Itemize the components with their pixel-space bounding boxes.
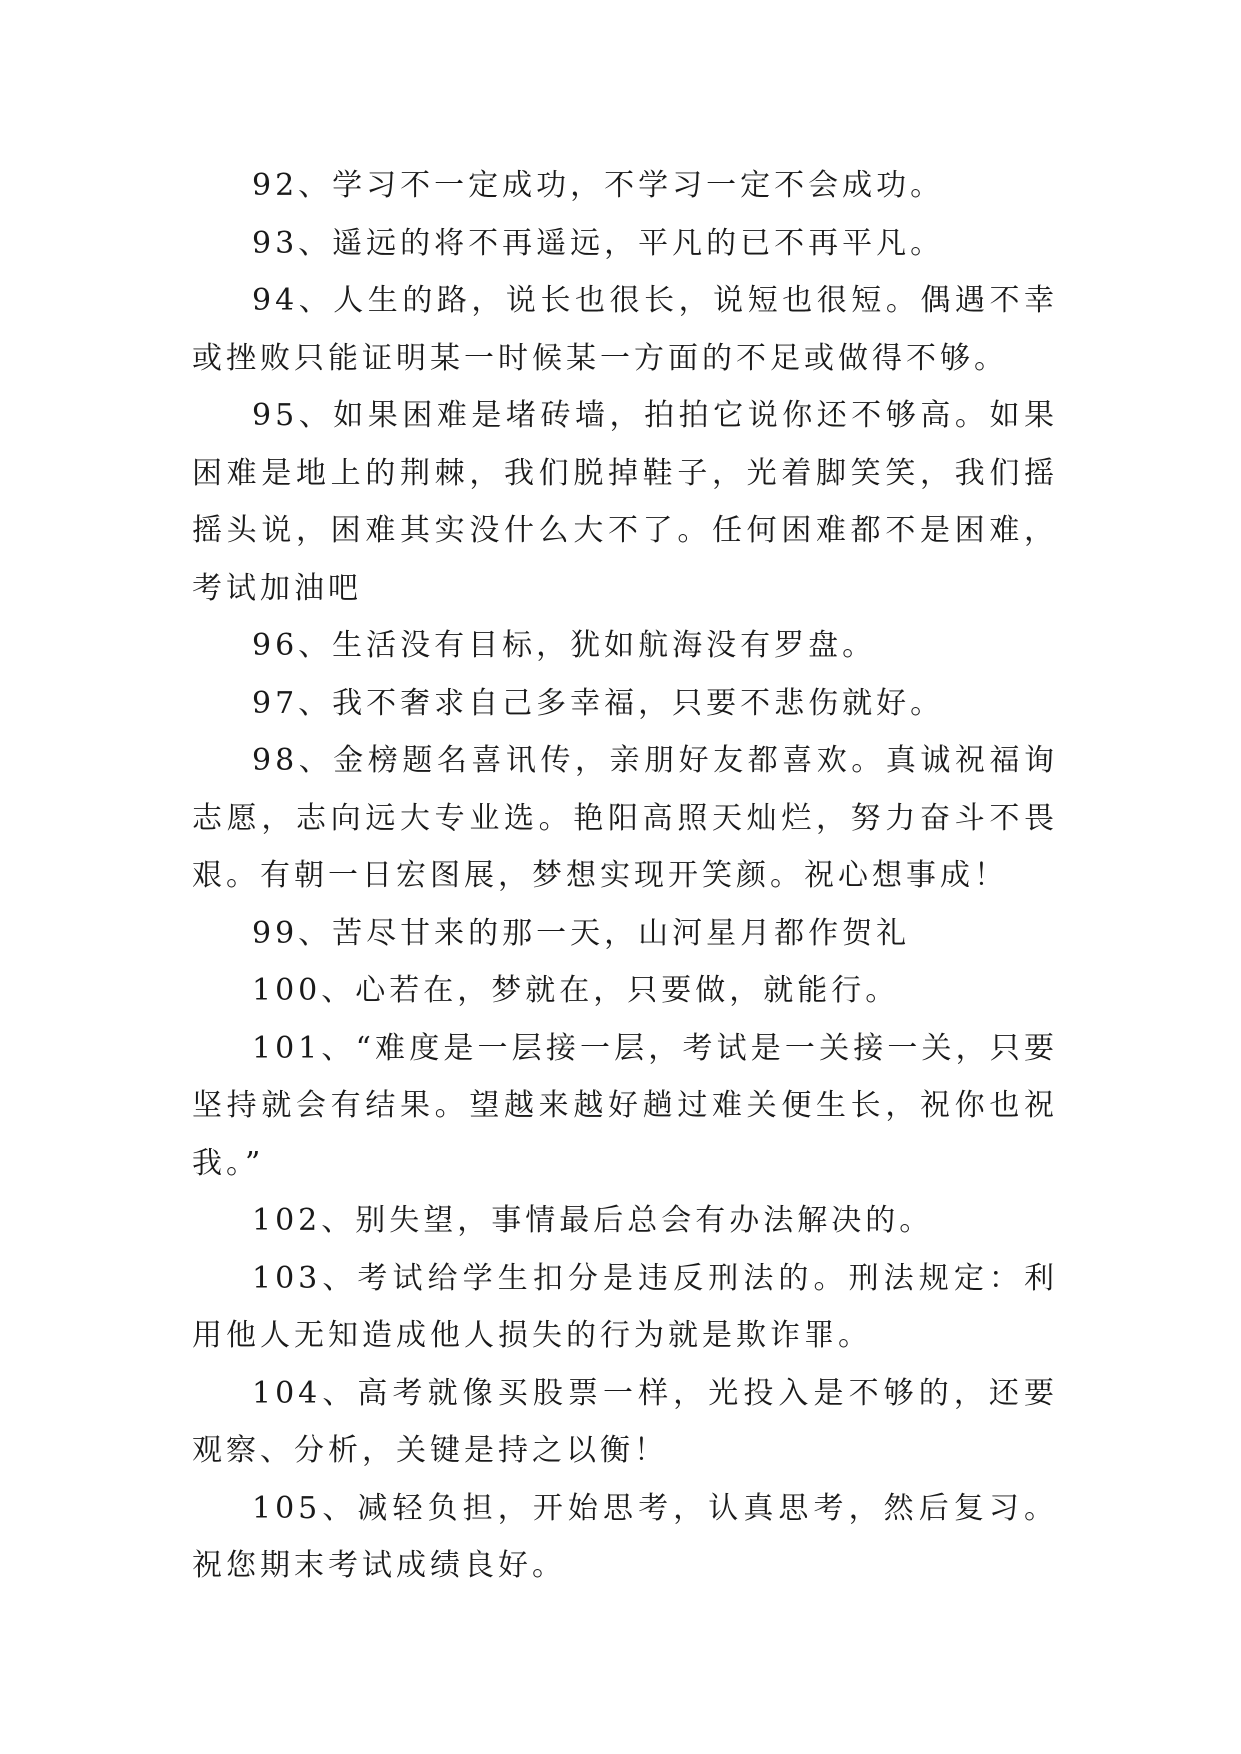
- paragraph-94: 94、人生的路，说长也很长，说短也很短。偶遇不幸或挫败只能证明某一时候某一方面的不足或做得不够。: [192, 283, 1058, 376]
- paragraph-98: 98、金榜题名喜讯传，亲朋好友都喜欢。真诚祝福询志愿，志向远大专业选。艳阳高照天灿烂，努力奋斗不畏艰。有朝一日宏图展，梦想实现开笑颜。祝心想事成！: [192, 743, 1058, 893]
- paragraph-103: 103、考试给学生扣分是违反刑法的。刑法规定：利用他人无知造成他人损失的行为就是欺诈罪。: [192, 1260, 1058, 1353]
- paragraph-92: 92、学习不一定成功，不学习一定不会成功。: [252, 168, 945, 203]
- paragraph-105: 105、减轻负担，开始思考，认真思考，然后复习。祝您期末考试成绩良好。: [192, 1490, 1058, 1583]
- paragraph-100: 100、心若在，梦就在，只要做，就能行。: [252, 973, 900, 1008]
- paragraph-97: 97、我不奢求自己多幸福，只要不悲伤就好。: [252, 685, 945, 721]
- paragraph-95: 95、如果困难是堵砖墙，拍拍它说你还不够高。如果困难是地上的荆棘，我们脱掉鞋子，光着脚笑笑，我们摇摇头说，困难其实没什么大不了。任何困难都不是困难，考试加油吧: [192, 398, 1058, 606]
- paragraph-102: 102、别失望，事情最后总会有办法解决的。: [252, 1203, 934, 1238]
- paragraph-99: 99、苦尽甘来的那一天，山河星月都作贺礼: [252, 915, 911, 951]
- paragraph-104: 104、高考就像买股票一样，光投入是不够的，还要观察、分析，关键是持之以衡！: [192, 1375, 1058, 1468]
- paragraph-96: 96、生活没有目标，犹如航海没有罗盘。: [252, 628, 877, 663]
- paragraph-93: 93、遥远的将不再遥远，平凡的已不再平凡。: [252, 225, 945, 261]
- document-body: [192, 157, 1058, 1595]
- paragraph-101: 101、“难度是一层接一层，考试是一关接一关，只要坚持就会有结果。望越来越好趟过难关便生长，祝你也祝我。”: [192, 1030, 1058, 1181]
